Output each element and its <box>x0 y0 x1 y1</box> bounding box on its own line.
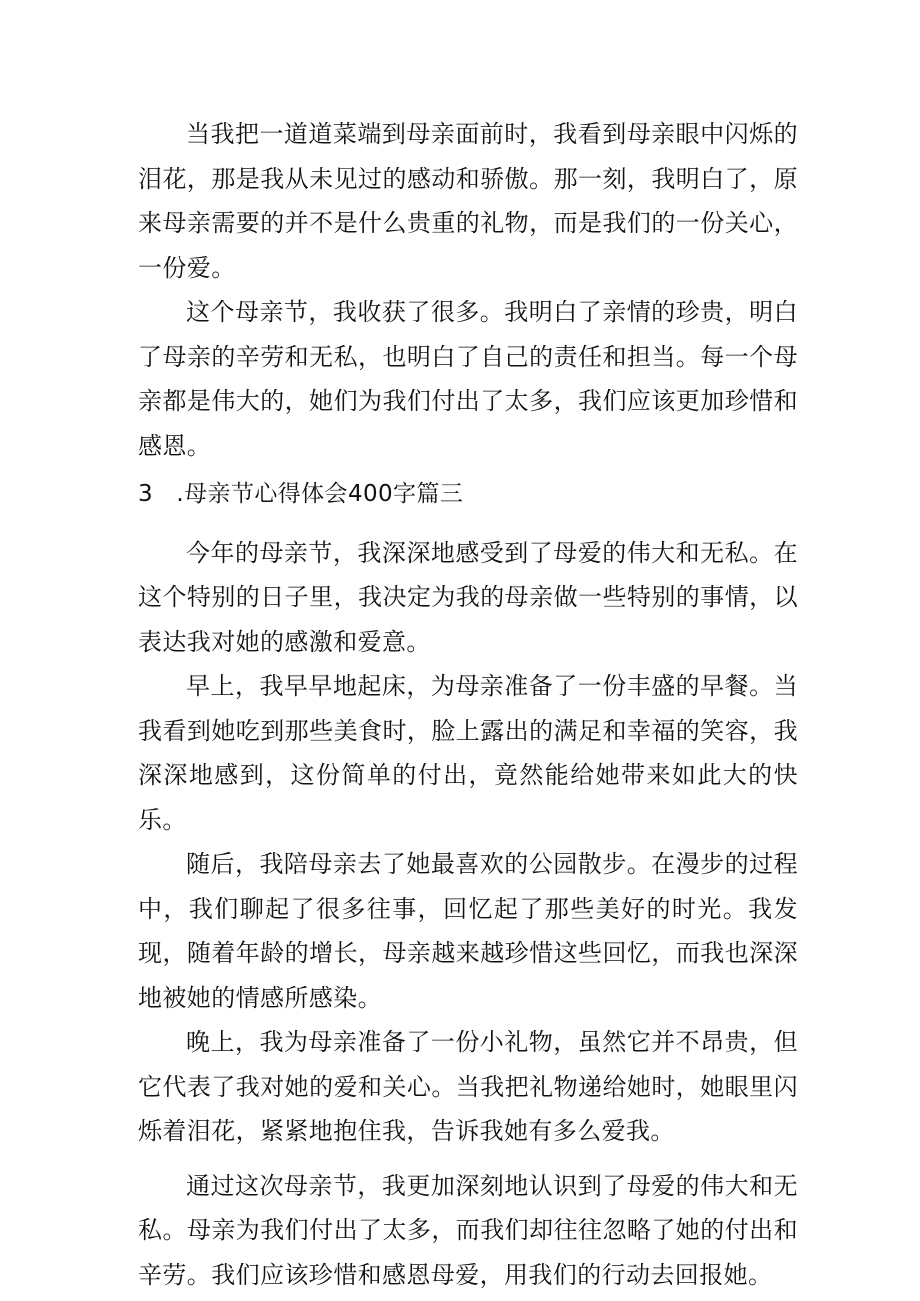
paragraph: 当我把一道道菜端到母亲面前时，我看到母亲眼中闪烁的泪花，那是我从未见过的感动和骄傲。那一刻，我明白了，原来母亲需要的并不是什么贵重的礼物，而是我们的一份关心，一份爱。 <box>138 120 798 282</box>
paragraph: 随后，我陪母亲去了她最喜欢的公园散步。在漫步的过程中，我们聊起了很多往事，回忆起了那些美好的时光。我发现，随着年龄的增长，母亲越来越珍惜这些回忆，而我也深深地被她的情感所感染。 <box>138 850 798 1012</box>
paragraph: 早上，我早早地起床，为母亲准备了一份丰盛的早餐。当我看到她吃到那些美食时，脸上露出的满足和幸福的笑容，我深深地感到，这份简单的付出，竟然能给她带来如此大的快乐。 <box>138 672 798 834</box>
paragraph: 通过这次母亲节，我更加深刻地认识到了母爱的伟大和无私。母亲为我们付出了太多，而我们却往往忽略了她的付出和辛劳。我们应该珍惜和感恩母爱，用我们的行动去回报她。 <box>138 1171 798 1289</box>
paragraph: 晚上，我为母亲准备了一份小礼物，虽然它并不昂贵，但它代表了我对她的爱和关心。当我把礼物递给她时，她眼里闪烁着泪花，紧紧地抱住我，告诉我她有多么爱我。 <box>138 1028 798 1145</box>
paragraph: 今年的母亲节，我深深地感受到了母爱的伟大和无私。在这个特别的日子里，我决定为我的母亲做一些特别的事情，以表达我对她的感激和爱意。 <box>138 538 798 656</box>
section-heading: 3 .母亲节心得体会400字篇三 <box>138 481 464 507</box>
paragraph: 这个母亲节，我收获了很多。我明白了亲情的珍贵，明白了母亲的辛劳和无私，也明白了自己的责任和担当。每一个母亲都是伟大的，她们为我们付出了太多，我们应该更加珍惜和感恩。 <box>138 298 798 460</box>
document-body <box>138 112 798 1297</box>
